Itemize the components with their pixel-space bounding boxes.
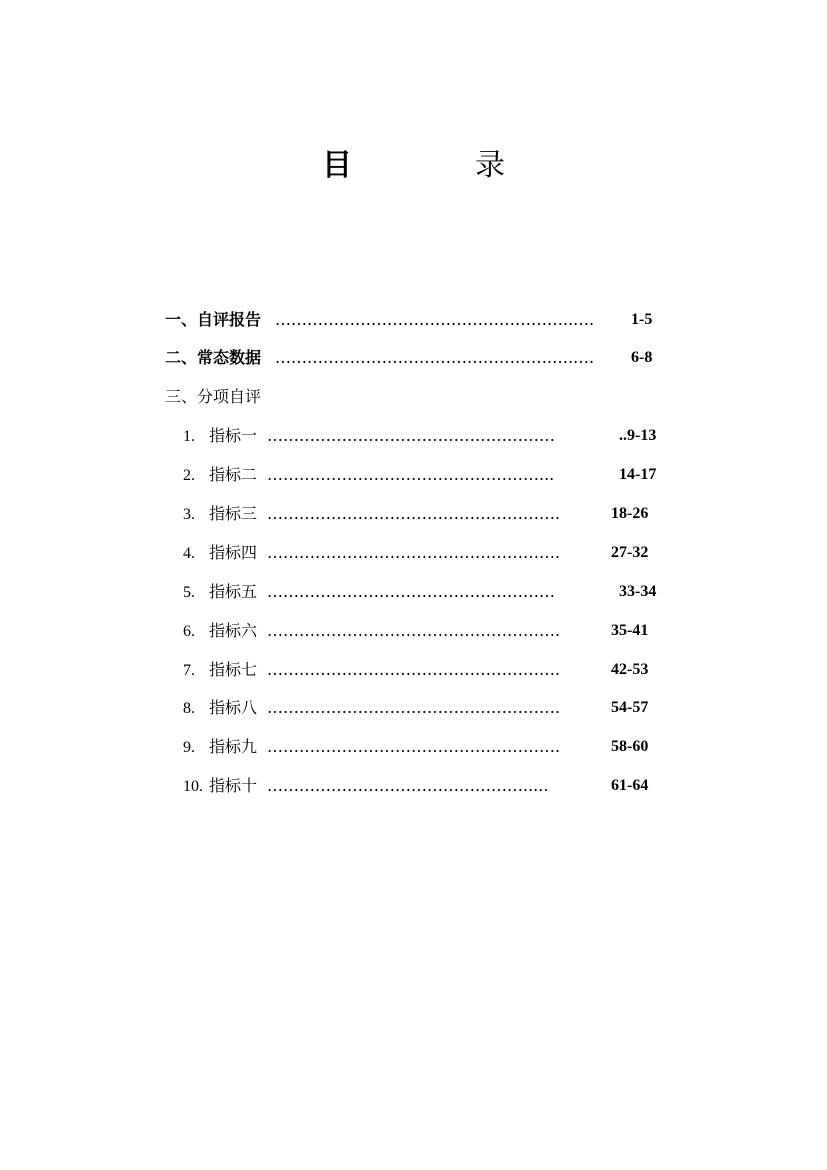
toc-item[interactable] <box>183 658 668 682</box>
toc-item[interactable] <box>183 463 668 487</box>
toc-page-range: ..9-13 <box>619 427 657 444</box>
toc-item-number: 5. <box>183 584 195 601</box>
toc-section-label: 三、分项自评 <box>165 387 262 406</box>
toc-item-label: 指标七 <box>209 660 258 679</box>
toc-item-label: 指标十 <box>209 776 258 795</box>
toc-leader-dots: …………………………………………….…..… <box>275 348 595 367</box>
toc-item[interactable] <box>183 502 668 526</box>
title-char-2: 录 <box>475 148 505 183</box>
toc-leader-dots: ………………………………………………. <box>267 737 561 756</box>
toc-leader-dots: ………………………………………………. <box>267 660 561 679</box>
toc-page-range: 61-64 <box>611 777 649 794</box>
toc-page-range: 35-41 <box>611 622 649 639</box>
toc-page-range: 6-8 <box>631 349 653 366</box>
toc-item-number: 6. <box>183 623 195 640</box>
toc-item[interactable] <box>183 580 668 604</box>
toc-item-number: 4. <box>183 545 195 562</box>
toc-item-label: 指标一 <box>209 426 258 445</box>
toc-page-range: 27-32 <box>611 544 649 561</box>
toc-page-range: 54-57 <box>611 699 649 716</box>
toc-leader-dots: ……………………………………………... <box>267 465 555 484</box>
toc-item[interactable] <box>183 541 668 565</box>
toc-leader-dots: ………………………………………………. <box>267 698 561 717</box>
toc-leader-dots: …………………………………………..... <box>267 776 549 795</box>
toc-item-number: 1. <box>183 428 195 445</box>
toc-section-self-evaluation-report[interactable] <box>165 308 665 332</box>
toc-leader-dots: ……………………………………………… <box>267 582 555 601</box>
toc-page-range: 18-26 <box>611 505 649 522</box>
toc-item[interactable] <box>183 424 668 448</box>
toc-page-range: 42-53 <box>611 661 649 678</box>
toc-item-number: 9. <box>183 739 195 756</box>
toc-item-label: 指标二 <box>209 465 258 484</box>
toc-item[interactable] <box>183 774 668 798</box>
toc-page-range: 58-60 <box>611 738 649 755</box>
toc-page-range: 33-34 <box>619 583 657 600</box>
toc-page-range: 14-17 <box>619 466 657 483</box>
toc-section-itemized-self-evaluation[interactable] <box>165 385 665 409</box>
toc-item-label: 指标五 <box>209 582 258 601</box>
title-char-1: 目 <box>322 148 352 183</box>
toc-section-label: 二、常态数据 <box>165 348 262 367</box>
toc-section-routine-data[interactable] <box>165 346 665 370</box>
toc-item-number: 10. <box>183 778 203 795</box>
toc-item[interactable] <box>183 619 668 643</box>
toc-item-number: 3. <box>183 506 195 523</box>
toc-leader-dots: ………………………………………………...… <box>275 310 595 329</box>
toc-item-label: 指标八 <box>209 698 258 717</box>
toc-item-number: 8. <box>183 700 195 717</box>
toc-item-label: 指标九 <box>209 737 258 756</box>
toc-leader-dots: ………………………………………………. <box>267 543 561 562</box>
toc-leader-dots: ………………………………………………. <box>267 504 561 523</box>
toc-item[interactable] <box>183 696 668 720</box>
toc-item-number: 2. <box>183 467 195 484</box>
toc-section-label: 一、自评报告 <box>165 310 262 329</box>
toc-leader-dots: ………………………………………………. <box>267 621 561 640</box>
toc-item-number: 7. <box>183 662 195 679</box>
toc-item-label: 指标六 <box>209 621 258 640</box>
toc-leader-dots: ……………………………………………… <box>267 426 555 445</box>
toc-item-label: 指标四 <box>209 543 258 562</box>
toc-item[interactable] <box>183 735 668 759</box>
toc-page-range: 1-5 <box>631 311 653 328</box>
toc-item-label: 指标三 <box>209 504 258 523</box>
